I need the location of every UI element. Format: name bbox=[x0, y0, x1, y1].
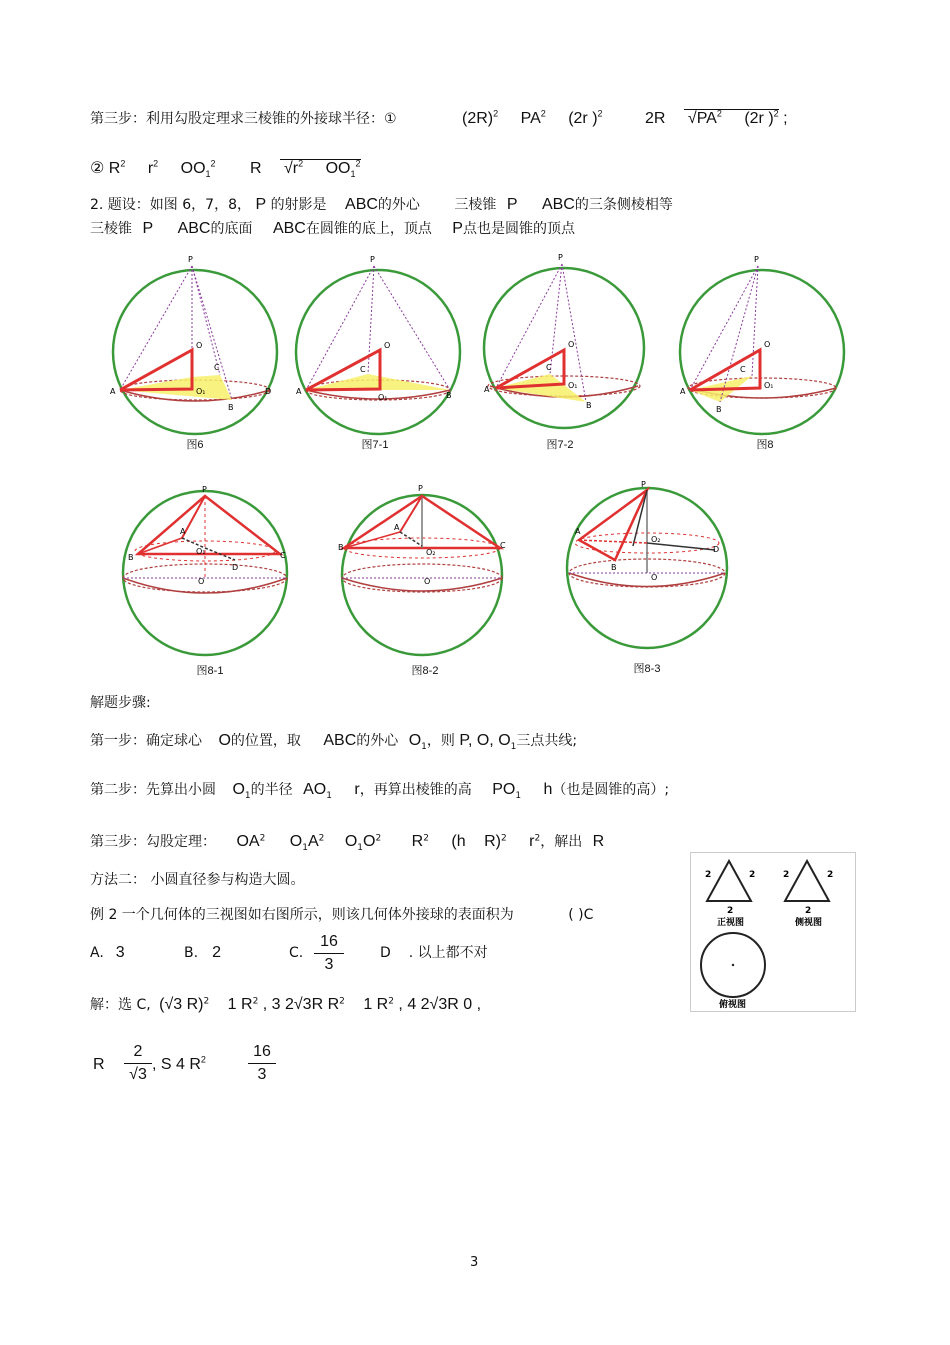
example-2: 例 2 一个几何体的三视图如右图所示，则该几何体外接球的表面积为 ( )C bbox=[90, 907, 594, 923]
caption-fig8-2: 图8-2 bbox=[411, 665, 439, 677]
step3-line: 第三步：勾股定理： $OA^2$ $O_1A^2$ $O_1O^2$ $R^2$ (h R)$^2$ $r^2$，解出 R bbox=[90, 833, 605, 853]
figure-row-2 bbox=[120, 478, 740, 663]
svg-text:2: 2 bbox=[705, 870, 712, 880]
page-number: 3 bbox=[470, 1255, 479, 1270]
final-R: R bbox=[93, 1056, 105, 1073]
svg-text:2: 2 bbox=[749, 870, 756, 880]
svg-text:C: C bbox=[360, 365, 366, 374]
svg-text:P: P bbox=[202, 485, 207, 494]
svg-text:2: 2 bbox=[727, 906, 734, 916]
svg-text:B: B bbox=[611, 563, 617, 572]
caption-fig7-2: 图7-2 bbox=[546, 439, 574, 451]
svg-text:C: C bbox=[280, 551, 286, 560]
caption-fig8-1: 图8-1 bbox=[196, 665, 224, 677]
final-mid: , S 4 $R^2$ bbox=[152, 1054, 206, 1073]
svg-text:C: C bbox=[546, 363, 552, 372]
option-c-label: C. bbox=[289, 945, 304, 961]
three-view-drawing bbox=[691, 853, 855, 1011]
label-P: P bbox=[188, 255, 193, 264]
step1-line: 第一步：确定球心 O的位置，取 ABC的外心 $O_1$，则 P, O, $O_1$三点共线; bbox=[90, 732, 578, 752]
q2-line-2: 三棱锥 P ABC的底面 ABC在圆锥的底上，顶点 P点也是圆锥的顶点 bbox=[90, 220, 575, 237]
svg-text:B: B bbox=[338, 543, 344, 552]
caption-fig7-1: 图7-1 bbox=[361, 439, 389, 451]
svg-text:O₂: O₂ bbox=[426, 548, 436, 557]
solution-line: 解：选 C, (√3 R)$^2$ 1 $R^2$ , 3 2√3R $R^2$ 1 $R^2$ , 4 2√3R 0 , bbox=[90, 996, 482, 1013]
figure-7-1 bbox=[296, 255, 460, 434]
svg-text:O₁: O₁ bbox=[764, 381, 774, 390]
step3-line-a: 第三步：利用勾股定理求三棱锥的外接球半径：① bbox=[90, 111, 397, 127]
svg-text:P: P bbox=[754, 255, 759, 264]
option-a: A. 3 bbox=[90, 944, 125, 961]
figure-8-3 bbox=[567, 480, 727, 648]
three-view-figure bbox=[690, 852, 856, 1012]
method-two: 方法二： 小圆直径参与构造大圆。 bbox=[90, 872, 305, 888]
caption-fig8-3: 图8-3 bbox=[633, 663, 661, 675]
svg-text:俯视图: 俯视图 bbox=[719, 1000, 747, 1010]
svg-text:D: D bbox=[265, 387, 272, 396]
svg-text:A: A bbox=[296, 387, 302, 396]
svg-text:O: O bbox=[764, 340, 771, 349]
option-c-fraction: 16 3 bbox=[314, 933, 344, 974]
svg-text:2: 2 bbox=[783, 870, 790, 880]
svg-text:O₁: O₁ bbox=[196, 387, 206, 396]
svg-text:C: C bbox=[500, 541, 506, 550]
figure-6 bbox=[110, 255, 277, 434]
svg-text:O: O bbox=[651, 573, 658, 582]
svg-text:B: B bbox=[228, 403, 234, 412]
svg-text:O: O bbox=[424, 577, 431, 586]
svg-text:A: A bbox=[394, 523, 400, 532]
figure-row-1 bbox=[100, 252, 860, 452]
svg-text:A: A bbox=[575, 527, 581, 536]
svg-text:D: D bbox=[713, 545, 720, 554]
step3-formula-b: ② $R^2$ $r^2$ $OO_1^2$ R $√r^2$ $OO_1^2$ bbox=[90, 158, 361, 180]
caption-fig8: 图8 bbox=[756, 439, 774, 451]
svg-text:O: O bbox=[568, 340, 575, 349]
svg-text:O: O bbox=[384, 341, 391, 350]
svg-text:B: B bbox=[586, 401, 592, 410]
svg-text:A: A bbox=[180, 527, 186, 536]
figure-8-1 bbox=[123, 485, 287, 655]
option-b: B. 2 bbox=[184, 944, 221, 961]
svg-text:2: 2 bbox=[805, 906, 812, 916]
svg-text:正视图: 正视图 bbox=[717, 918, 745, 928]
final-fraction-2: 16 3 bbox=[248, 1043, 276, 1084]
figure-8-2 bbox=[338, 484, 506, 655]
final-fraction-1: 2 √3 bbox=[124, 1043, 152, 1084]
step2-line: 第二步：先算出小圆 $O_1$的半径 $AO_1$ r，再算出棱锥的高 $PO_1$ h（也是圆锥的高）; bbox=[90, 781, 670, 801]
steps-title: 解题步骤: bbox=[90, 695, 151, 711]
figure-8 bbox=[680, 255, 844, 434]
svg-text:2: 2 bbox=[827, 870, 834, 880]
caption-fig6: 图6 bbox=[186, 439, 204, 451]
svg-text:P: P bbox=[558, 253, 563, 262]
svg-text:B: B bbox=[128, 553, 134, 562]
svg-text:A: A bbox=[110, 387, 116, 396]
svg-text:O: O bbox=[198, 577, 205, 586]
svg-text:C: C bbox=[740, 365, 746, 374]
svg-text:O: O bbox=[196, 341, 203, 350]
figure-7-2 bbox=[484, 253, 644, 428]
svg-text:A: A bbox=[484, 385, 490, 394]
svg-text:O₁: O₁ bbox=[568, 381, 578, 390]
svg-text:O₂: O₂ bbox=[651, 535, 661, 544]
svg-text:P: P bbox=[641, 480, 646, 489]
svg-text:D: D bbox=[232, 563, 239, 572]
svg-text:P: P bbox=[418, 484, 423, 493]
step3-formula-a: $(2R)^2$ $PA^2$ (2r )$^2$ 2R $√PA^2$ (2r )$^2$ ; bbox=[462, 108, 788, 127]
svg-text:B: B bbox=[716, 405, 722, 414]
svg-text:P: P bbox=[370, 255, 375, 264]
svg-text:C: C bbox=[214, 363, 220, 372]
svg-text:O₁: O₁ bbox=[378, 393, 388, 402]
svg-text:侧视图: 侧视图 bbox=[795, 918, 823, 928]
option-d: D . 以上都不对 bbox=[380, 945, 488, 961]
q2-line-1: 2. 题设：如图 6，7，8， P 的射影是 ABC的外心 三棱锥 P ABC的三条侧棱相等 bbox=[90, 196, 673, 213]
svg-text:O₁: O₁ bbox=[196, 547, 206, 556]
svg-text:B: B bbox=[446, 391, 452, 400]
svg-text:A: A bbox=[680, 387, 686, 396]
